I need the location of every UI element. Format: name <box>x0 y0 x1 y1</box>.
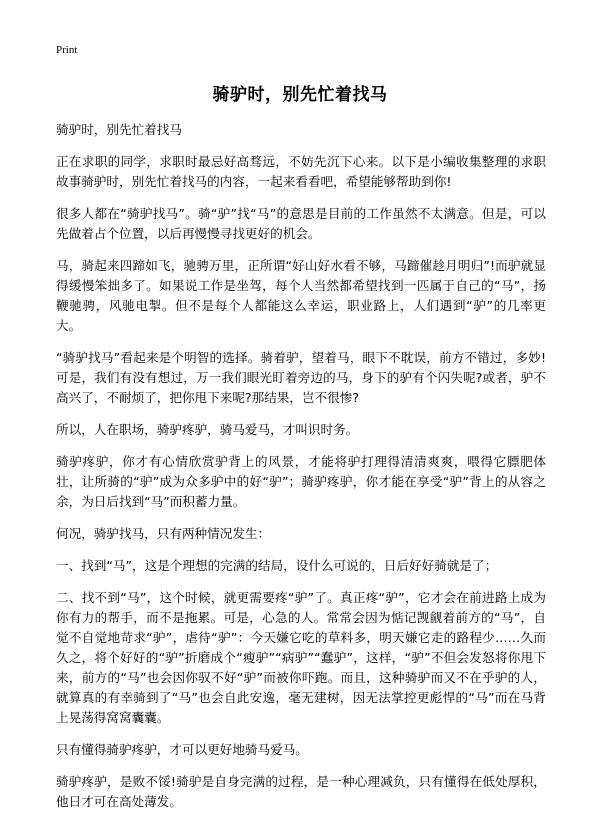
paragraph-two-cases: 何况，骑驴找马，只有两种情况发生： <box>56 526 271 541</box>
paragraph-wise-choice: “骑驴找马”看起来是个明智的选择。骑着驴，望着马，眼下不耽误，前方不错过，多妙!可是，我们有没有想过，万一我们眼光盯着旁边的马，身下的驴有个闪失呢?或者，驴不高兴了，不耐烦了，把你甩下来呢?那结果，岂不很惨? <box>56 350 546 405</box>
paragraph-horse: 马，骑起来四蹄如飞，驰骋万里，正所谓“好山好水看不够，马蹄催趁月明归”!而驴就显得缓慢笨拙多了。如果说工作是坐驾，每个人当然都希望找到一匹属于自己的“马”，扬鞭驰骋，风驰电掣。但不是每个人都能这么幸运，职业路上，人们遇到“驴”的几率更大。 <box>56 258 546 333</box>
paragraph-intro: 正在求职的同学，求职时最忌好高骛远，不妨先沉下心来。以下是小编收集整理的求职故事骑驴时，别先忙着找马的内容，一起来看看吧，希望能够帮助到你! <box>56 154 546 189</box>
paragraph-case-one: 一、找到“马”，这是个理想的完满的结局，设什么可说的，日后好好骑就是了； <box>56 558 498 573</box>
paragraph-riding-donkey: 很多人都在“骑驴找马”。骑“驴”找“马”的意思是目前的工作虽然不太满意。但是，可以先做着占个位置，以后再慢慢寻找更好的机会。 <box>56 206 546 241</box>
paragraph-case-two: 二、找不到“马”，这个时候，就更需要疼“驴”了。真正疼“驴”，它才会在前进路上成为你有力的帮手，而不是拖累。可是，心急的人。常常会因为惦记觊觎着前方的“马”，自觉不自觉地苛求“驴”，虐待“驴”：今天嫌它吃的草料多，明天嫌它走的路程少……久而久之，将个好好的“驴”折磨成个“瘦驴”“病驴”“蠢驴”，这样，“驴”不但会发怒将你甩下来，前方的“马”也会因你驭不好“驴”而被你吓跑。而且，这种骑驴而又不在乎驴的人，就算真的有幸骑到了“马”也会自此安逸，毫无建树，因无法掌控更彪悍的“马”而在马背上晃荡得窝窝囊囊。 <box>56 590 546 725</box>
paragraph-care-donkey: 骑驴疼驴，你才有心情欣赏驴背上的风景，才能将驴打理得清清爽爽，喂得它膘肥体壮，让所骑的“驴”成为众多驴中的好“驴”；骑驴疼驴，你才能在享受“驴”背上的从容之余，为日后找到“马”而积蓄力量。 <box>56 454 546 509</box>
paragraph-conclusion: 骑驴疼驴，是败不馁!骑驴是自身完满的过程，是一种心理减负，只有懂得在低处厚积，他日才可在高处薄发。 <box>56 774 546 809</box>
paragraph-so: 所以，人在职场，骑驴疼驴，骑马爱马，才叫识时务。 <box>56 422 359 437</box>
page-title: 骑驴时，别先忙着找马 <box>212 85 388 105</box>
article-body <box>56 120 546 824</box>
paragraph-subtitle: 骑驴时，别先忙着找马 <box>56 122 182 137</box>
print-link[interactable]: Print <box>56 44 78 56</box>
paragraph-only: 只有懂得骑驴疼驴，才可以更好地骑马爱马。 <box>56 742 308 757</box>
